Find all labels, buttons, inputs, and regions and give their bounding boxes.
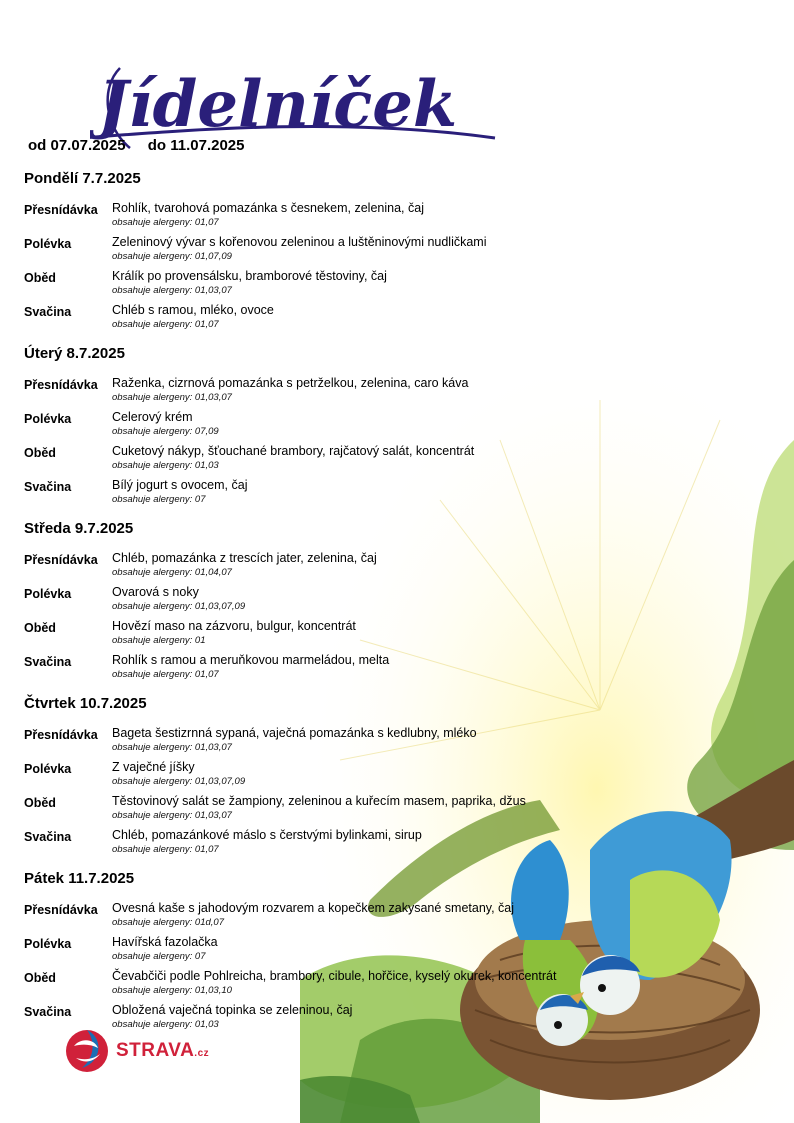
meal-body bbox=[112, 410, 624, 444]
meal-description: Havířská fazolačka bbox=[112, 935, 218, 949]
meal-row bbox=[24, 828, 624, 862]
meal-body bbox=[112, 478, 624, 512]
meal-name: Přesnídávka bbox=[24, 553, 98, 567]
date-to: do 11.07.2025 bbox=[147, 137, 245, 154]
allergens: obsahuje alergeny: 01,07 bbox=[112, 669, 219, 680]
meal-row bbox=[24, 235, 624, 269]
meal-body bbox=[112, 901, 624, 935]
meal-description: Z vaječné jíšky bbox=[112, 760, 195, 774]
meal-row bbox=[24, 901, 624, 935]
meal-description: Cuketový nákyp, šťouchané brambory, rajčatový salát, koncentrát bbox=[112, 444, 475, 458]
meal-row bbox=[24, 585, 624, 619]
meal-description: Bageta šestizrnná sypaná, vaječná pomazánka s kedlubny, mléko bbox=[112, 726, 477, 740]
meal-row bbox=[24, 376, 624, 410]
allergens: obsahuje alergeny: 01,03,10 bbox=[112, 985, 232, 996]
allergens: obsahuje alergeny: 01,03,07,09 bbox=[112, 776, 246, 787]
meal-name: Přesnídávka bbox=[24, 728, 98, 742]
meal-name: Oběd bbox=[24, 796, 56, 810]
meal-row bbox=[24, 478, 624, 512]
meal-row bbox=[24, 551, 624, 585]
meal-name: Přesnídávka bbox=[24, 203, 98, 217]
day-section bbox=[24, 170, 624, 337]
meal-description: Ovesná kaše s jahodovým rozvarem a kopečkem zakysané smetany, čaj bbox=[112, 901, 515, 915]
meal-row bbox=[24, 794, 624, 828]
meal-description: Čevabčiči podle Pohlreicha, brambory, cibule, hořčice, kyselý okurek, koncentrát bbox=[112, 969, 557, 983]
meal-description: Rohlík s ramou a meruňkovou marmeládou, melta bbox=[112, 653, 390, 667]
meal-name: Polévka bbox=[24, 412, 72, 426]
day-title: Pátek 11.7.2025 bbox=[24, 870, 135, 887]
meal-name: Svačina bbox=[24, 305, 72, 319]
meal-name: Svačina bbox=[24, 830, 72, 844]
meal-name: Svačina bbox=[24, 1005, 72, 1019]
meal-description: Bílý jogurt s ovocem, čaj bbox=[112, 478, 248, 492]
day-section bbox=[24, 695, 624, 862]
meal-body bbox=[112, 303, 624, 337]
meal-name: Polévka bbox=[24, 762, 72, 776]
meal-name: Polévka bbox=[24, 937, 72, 951]
allergens: obsahuje alergeny: 01,04,07 bbox=[112, 567, 232, 578]
allergens: obsahuje alergeny: 07 bbox=[112, 951, 206, 962]
allergens: obsahuje alergeny: 01,07 bbox=[112, 844, 219, 855]
meal-row bbox=[24, 760, 624, 794]
meal-row bbox=[24, 619, 624, 653]
meal-body bbox=[112, 585, 624, 619]
meal-name: Přesnídávka bbox=[24, 378, 98, 392]
meal-body bbox=[112, 969, 624, 1003]
allergens: obsahuje alergeny: 01,07 bbox=[112, 217, 219, 228]
meal-row bbox=[24, 653, 624, 687]
day-section bbox=[24, 870, 624, 1037]
allergens: obsahuje alergeny: 01,03,07,09 bbox=[112, 601, 246, 612]
allergens: obsahuje alergeny: 01,03,07 bbox=[112, 392, 232, 403]
meal-description: Ovarová s noky bbox=[112, 585, 199, 599]
meal-body bbox=[112, 828, 624, 862]
allergens: obsahuje alergeny: 01 bbox=[112, 635, 206, 646]
meal-description: Raženka, cizrnová pomazánka s petrželkou, zelenina, caro káva bbox=[112, 376, 469, 390]
meal-row bbox=[24, 201, 624, 235]
meal-row bbox=[24, 726, 624, 760]
meal-row bbox=[24, 269, 624, 303]
meal-description: Chléb, pomazánka z trescích jater, zelenina, čaj bbox=[112, 551, 377, 565]
meal-description: Rohlík, tvarohová pomazánka s česnekem, zelenina, čaj bbox=[112, 201, 424, 215]
date-range bbox=[28, 137, 263, 154]
meal-name: Oběd bbox=[24, 446, 56, 460]
meal-description: Chléb, pomazánkové máslo s čerstvými bylinkami, sirup bbox=[112, 828, 422, 842]
strava-logo-text: STRAVA.cz bbox=[116, 1040, 210, 1061]
meal-name: Svačina bbox=[24, 480, 72, 494]
day-section bbox=[24, 520, 624, 687]
allergens: obsahuje alergeny: 01,03,07 bbox=[112, 285, 232, 296]
meal-row bbox=[24, 935, 624, 969]
meal-description: Zeleninový vývar s kořenovou zeleninou a luštěninovými nudličkami bbox=[112, 235, 487, 249]
allergens: obsahuje alergeny: 07 bbox=[112, 494, 206, 505]
meal-body bbox=[112, 201, 624, 235]
meal-name: Svačina bbox=[24, 655, 72, 669]
meal-name: Oběd bbox=[24, 271, 56, 285]
meal-name: Oběd bbox=[24, 621, 56, 635]
meal-body bbox=[112, 551, 624, 585]
meal-description: Těstovinový salát se žampiony, zeleninou a kuřecím masem, paprika, džus bbox=[112, 794, 526, 808]
day-section bbox=[24, 345, 624, 512]
meal-row bbox=[24, 969, 624, 1003]
allergens: obsahuje alergeny: 01,03,07 bbox=[112, 810, 232, 821]
meal-body bbox=[112, 653, 624, 687]
meal-body bbox=[112, 794, 624, 828]
meal-body bbox=[112, 269, 624, 303]
meal-name: Přesnídávka bbox=[24, 903, 98, 917]
strava-logo bbox=[64, 1028, 209, 1074]
meal-row bbox=[24, 303, 624, 337]
date-from: od 07.07.2025 bbox=[28, 137, 126, 154]
day-title: Pondělí 7.7.2025 bbox=[24, 170, 141, 187]
day-title: Čtvrtek 10.7.2025 bbox=[24, 695, 147, 712]
allergens: obsahuje alergeny: 01,07 bbox=[112, 319, 219, 330]
meal-body bbox=[112, 726, 624, 760]
meal-row bbox=[24, 410, 624, 444]
allergens: obsahuje alergeny: 07,09 bbox=[112, 426, 219, 437]
meal-body bbox=[112, 376, 624, 410]
meal-body bbox=[112, 760, 624, 794]
meal-description: Hovězí maso na zázvoru, bulgur, koncentrát bbox=[112, 619, 356, 633]
meal-name: Oběd bbox=[24, 971, 56, 985]
meal-description: Celerový krém bbox=[112, 410, 193, 424]
meal-body bbox=[112, 619, 624, 653]
allergens: obsahuje alergeny: 01,07,09 bbox=[112, 251, 232, 262]
day-title: Středa 9.7.2025 bbox=[24, 520, 134, 537]
meal-body bbox=[112, 444, 624, 478]
day-title: Úterý 8.7.2025 bbox=[24, 345, 125, 362]
meal-row bbox=[24, 444, 624, 478]
meal-body bbox=[112, 935, 624, 969]
meal-body bbox=[112, 235, 624, 269]
allergens: obsahuje alergeny: 01,03 bbox=[112, 1019, 219, 1030]
allergens: obsahuje alergeny: 01,03 bbox=[112, 460, 219, 471]
meal-description: Chléb s ramou, mléko, ovoce bbox=[112, 303, 274, 317]
strava-logo-icon bbox=[64, 1028, 110, 1074]
meal-name: Polévka bbox=[24, 237, 72, 251]
meal-description: Obložená vaječná topinka se zeleninou, čaj bbox=[112, 1003, 353, 1017]
meal-name: Polévka bbox=[24, 587, 72, 601]
meal-description: Králík po provensálsku, bramborové těstoviny, čaj bbox=[112, 269, 387, 283]
page-title-text: Jídelníček bbox=[98, 67, 458, 142]
allergens: obsahuje alergeny: 01d,07 bbox=[112, 917, 224, 928]
allergens: obsahuje alergeny: 01,03,07 bbox=[112, 742, 232, 753]
weekly-menu bbox=[24, 170, 624, 1045]
